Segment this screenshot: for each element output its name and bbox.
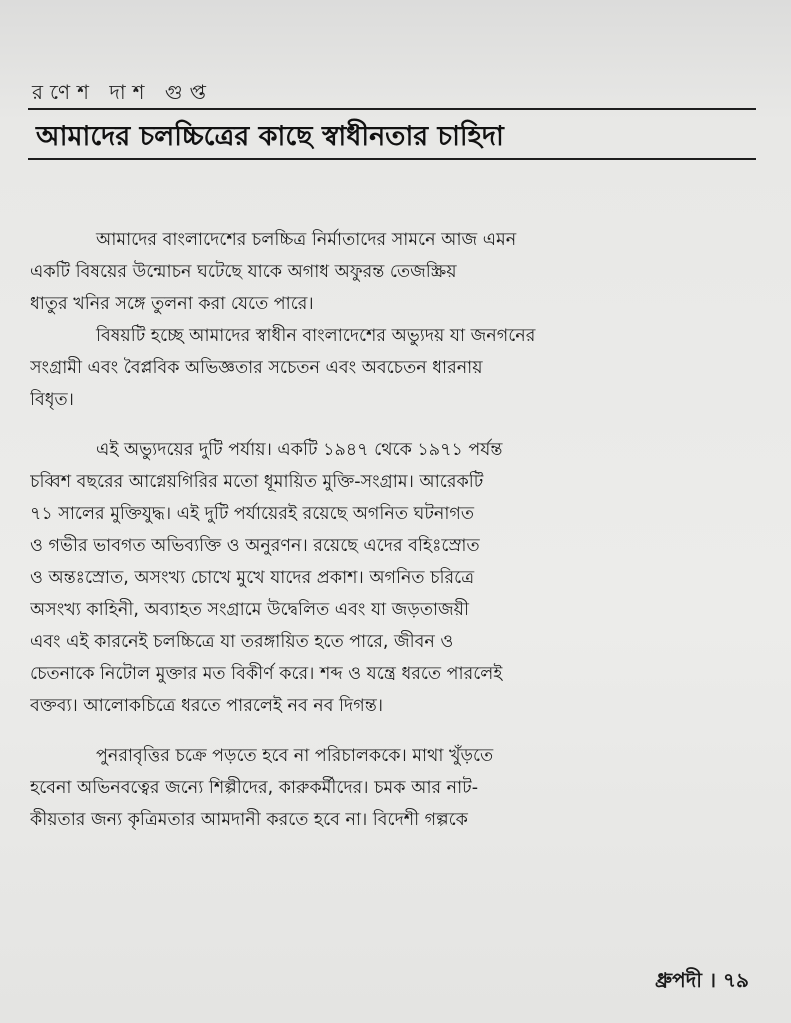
text-line: সংগ্রামী এবং বৈপ্লবিক অভিজ্ঞতার সচেতন এবং অবচেতন ধারনায় xyxy=(30,358,483,378)
text-line: বক্তব্য। আলোকচিত্রে ধরতে পারলেই নব নব দিগন্ত। xyxy=(30,696,384,716)
text-line: বিষয়টি হচ্ছে আমাদের স্বাধীন বাংলাদেশের অভ্যুদয় যা জনগনের xyxy=(96,326,536,346)
paragraph-4 xyxy=(30,740,742,836)
article-body xyxy=(30,224,742,836)
text-line: এবং এই কারনেই চলচ্চিত্রে যা তরঙ্গায়িত হতে পারে, জীবন ও xyxy=(30,632,454,652)
text-line: একটি বিষয়ের উন্মোচন ঘটেছে যাকে অগাধ অফুরন্ত তেজস্ক্রিয় xyxy=(30,262,457,282)
text-line: ও অন্তঃস্রোত, অসংখ্য চোখে মুখে যাদের প্রকাশ। অগনিত চরিত্রে xyxy=(30,568,475,588)
text-line: বিধৃত। xyxy=(30,390,74,410)
paragraph-3 xyxy=(30,434,742,722)
text-line: চেতনাকে নিটোল মুক্তার মত বিকীর্ণ করে। শব্দ ও যন্ত্রে ধরতে পারলেই xyxy=(30,664,503,684)
header-rule-bottom xyxy=(28,158,756,160)
text-line: ও গভীর ভাবগত অভিব্যক্তি ও অনুরণন। রয়েছে এদের বহিঃস্রোত xyxy=(30,536,480,556)
page-footer: ধ্রুপদী । ৭৯ xyxy=(655,968,749,992)
author-name: রণেশ দাশ গুপ্ত xyxy=(32,80,213,104)
paragraph-2 xyxy=(30,320,742,416)
text-line: ৭১ সালের মুক্তিযুদ্ধ। এই দুটি পর্যায়েরই রয়েছে অগনিত ঘটনাগত xyxy=(30,504,474,524)
header-rule-top xyxy=(28,108,756,110)
article-title: আমাদের চলচ্চিত্রের কাছে স্বাধীনতার চাহিদা xyxy=(36,121,504,152)
text-line: এই অভ্যুদয়ের দুটি পর্যায়। একটি ১৯৪৭ থেকে ১৯৭১ পর্যন্ত xyxy=(96,440,503,460)
text-line: হবেনা অভিনবত্বের জন্যে শিল্পীদের, কারুকর্মীদের। চমক আর নাট- xyxy=(30,778,479,798)
text-line: পুনরাবৃত্তির চক্রে পড়তে হবে না পরিচালককে। মাথা খুঁড়তে xyxy=(96,746,494,766)
paragraph-gap xyxy=(30,416,742,434)
text-line: চব্বিশ বছরের আগ্নেয়গিরির মতো ধূমায়িত মুক্তি-সংগ্রাম। আরেকটি xyxy=(30,472,484,492)
text-line: অসংখ্য কাহিনী, অব্যাহত সংগ্রামে উদ্বেলিত এবং যা জড়তাজয়ী xyxy=(30,600,469,620)
text-line: ধাতুর খনির সঙ্গে তুলনা করা যেতে পারে। xyxy=(30,294,314,314)
paragraph-gap xyxy=(30,722,742,740)
text-line: কীয়তার জন্য কৃত্রিমতার আমদানী করতে হবে না। বিদেশী গল্পকে xyxy=(30,810,468,830)
paragraph-1 xyxy=(30,224,742,320)
text-line: আমাদের বাংলাদেশের চলচ্চিত্র নির্মাতাদের সামনে আজ এমন xyxy=(96,230,517,250)
